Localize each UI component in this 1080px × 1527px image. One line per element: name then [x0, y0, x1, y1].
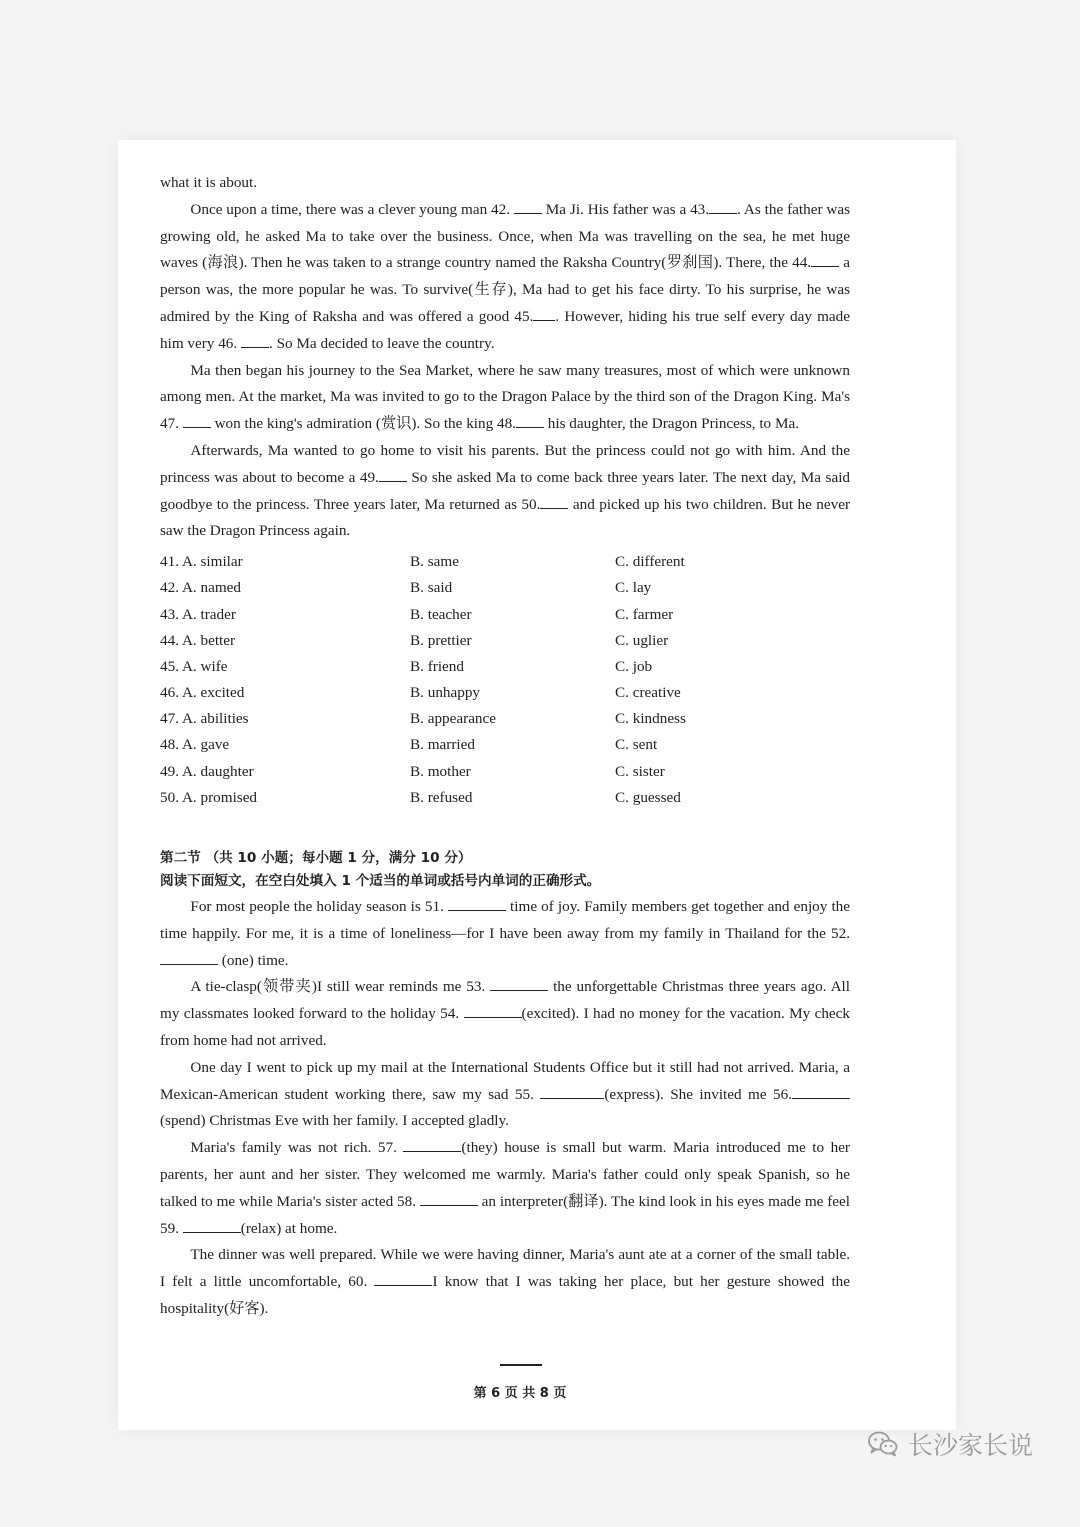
page-number-rule — [500, 1364, 542, 1366]
text-span: The dinner was well prepared. While we were having dinner, Maria's aunt ate at a corner of the small table. I felt a little uncomfortable, 60. — [160, 1246, 850, 1291]
option-a: 50. A. promised — [160, 788, 258, 806]
text-span: . However, hiding his true self every day made him very 46. — [160, 307, 850, 352]
section2-paragraph-5 — [160, 1242, 850, 1322]
text-span: Once upon a time, there was a clever young man 42. — [190, 200, 514, 218]
text-span: For most people the holiday season is 51. — [190, 898, 448, 916]
section-heading: 第二节 （共 10 小题；每小题 1 分，满分 10 分） — [160, 850, 472, 867]
option-b: B. appearance — [410, 710, 497, 728]
option-c: C. lay — [615, 579, 652, 597]
blank-42 — [514, 199, 542, 214]
section2-paragraph-4 — [160, 1135, 850, 1242]
option-c: C. farmer — [615, 605, 674, 623]
option-b: B. friend — [410, 657, 464, 675]
blank-46 — [241, 333, 269, 348]
section2-paragraph-3 — [160, 1055, 850, 1135]
option-a: 47. A. abilities — [160, 710, 249, 728]
blank-54 — [464, 1003, 522, 1018]
section2-paragraph-2 — [160, 974, 850, 1054]
text-span: an interpreter(翻译). The kind look in his eyes made me feel 59. — [160, 1192, 850, 1237]
option-row-47 — [160, 706, 850, 732]
option-a: 45. A. wife — [160, 657, 228, 675]
blank-49 — [379, 467, 407, 482]
text-span: Maria's family was not rich. 57. — [190, 1139, 404, 1157]
watermark-text: 长沙家长说 — [908, 1431, 1034, 1460]
section-instruction: 阅读下面短文，在空白处填入 1 个适当的单词或括号内单词的正确形式。 — [160, 873, 601, 890]
blank-59 — [183, 1218, 241, 1233]
blank-53 — [490, 976, 548, 991]
blank-58 — [420, 1191, 478, 1206]
blank-43 — [709, 199, 737, 214]
text-span: (they) house is small but warm. Maria introduced me to her parents, her aunt and her sister. They welcomed me warmly. Maria's father could only speak Spanish, so he talked to me while Maria's sister acted 58. — [160, 1139, 850, 1210]
option-a: 46. A. excited — [160, 684, 245, 702]
text-span: So she asked Ma to come back three years later. The next day, Ma said goodbye to the princess. Three years later, Ma returned as 50. — [160, 468, 851, 513]
passage-paragraph-1 — [160, 197, 850, 358]
answer-options — [160, 549, 850, 811]
blank-60 — [374, 1271, 432, 1286]
page-content — [160, 170, 850, 1323]
text-span: Ma Ji. His father was a 43. — [541, 200, 710, 218]
option-b: B. married — [410, 736, 475, 754]
text-span: A tie-clasp(领带夹)I still wear reminds me 53. — [190, 978, 491, 996]
option-b: B. unhappy — [410, 684, 481, 702]
option-c: C. kindness — [615, 710, 686, 728]
text-span: won the king's admiration (赏识). So the king 48. — [210, 415, 516, 433]
option-row-43 — [160, 602, 850, 628]
text-span: I know that I was taking her place, but her gesture showed the hospitality(好客). — [160, 1273, 851, 1317]
wechat-icon — [868, 1431, 898, 1457]
option-c: C. different — [615, 553, 685, 571]
lead-line: what it is about. — [160, 174, 258, 191]
option-a: 42. A. named — [160, 579, 241, 597]
text-span: (excited). I had no money for the vacation. My check from home had not arrived. — [160, 1005, 850, 1050]
option-c: C. sent — [615, 736, 658, 754]
option-a: 48. A. gave — [160, 736, 230, 754]
option-row-50 — [160, 785, 850, 811]
text-span: (one) time. — [218, 951, 289, 969]
text-span: a person was, the more popular he was. To survive(生存), Ma had to get his face dirty. To his surprise, he was admired by the King of Raksha and was offered a good 45. — [160, 254, 850, 325]
option-row-49 — [160, 759, 850, 785]
option-row-46 — [160, 680, 850, 706]
option-a: 43. A. trader — [160, 605, 236, 623]
page-number: 第 6 页 共 8 页 — [473, 1386, 567, 1401]
text-span: and picked up his two children. But he never saw the Dragon Princess again. — [160, 495, 851, 540]
text-span: (express). She invited me 56. — [604, 1085, 792, 1103]
blank-51 — [448, 896, 506, 911]
option-a: 41. A. similar — [160, 553, 243, 571]
option-a: 44. A. better — [160, 631, 236, 649]
text-span: One day I went to pick up my mail at the International Students Office but it still had not arrived. Maria, a Mexican-American student working there, saw my sad 55. — [160, 1058, 850, 1103]
text-span: (spend) Christmas Eve with her family. I accepted gladly. — [160, 1112, 509, 1130]
text-span: time of joy. Family members get together and enjoy the time happily. For me, it is a time of loneliness—for I have been away from my family in Thailand for the 52. — [160, 898, 850, 942]
blank-48 — [516, 413, 544, 428]
option-b: B. teacher — [410, 605, 472, 623]
text-span: . So Ma decided to leave the country. — [269, 334, 495, 352]
option-row-45 — [160, 654, 850, 680]
option-row-41 — [160, 549, 850, 575]
option-b: B. prettier — [410, 631, 472, 649]
option-c: C. guessed — [615, 788, 681, 806]
option-a: 49. A. daughter — [160, 762, 254, 780]
blank-57 — [403, 1137, 461, 1152]
text-span: Ma then began his journey to the Sea Market, where he saw many treasures, most of which were unknown among men. At the market, Ma was invited to go to the Dragon Palace by the third son of the Dragon King. Ma's 47. — [160, 361, 850, 433]
blank-44 — [811, 252, 839, 267]
blank-45 — [533, 306, 555, 321]
option-b: B. said — [410, 579, 453, 597]
text-span: . As the father was growing old, he asked Ma to take over the business. Once, when Ma was travelling on the sea, he met huge waves (海浪). Then he was taken to a strange country named the Raksha Country(罗刹国). There, the 44. — [160, 200, 851, 272]
option-c: C. job — [615, 657, 653, 675]
blank-55 — [540, 1084, 604, 1099]
option-c: C. creative — [615, 684, 681, 702]
blank-47 — [183, 413, 211, 428]
passage-paragraph-2 — [160, 358, 850, 438]
text-span: Afterwards, Ma wanted to go home to visit his parents. But the princess could not go with him. And the princess was about to become a 49. — [160, 441, 850, 486]
option-c: C. sister — [615, 762, 665, 780]
blank-52 — [160, 950, 218, 965]
option-row-48 — [160, 732, 850, 758]
option-c: C. uglier — [615, 631, 669, 649]
option-b: B. refused — [410, 788, 473, 806]
option-b: B. mother — [410, 762, 471, 780]
blank-56 — [792, 1084, 850, 1099]
option-b: B. same — [410, 553, 459, 571]
watermark — [868, 1426, 1033, 1462]
text-span: his daughter, the Dragon Princess, to Ma. — [543, 415, 799, 433]
option-row-44 — [160, 628, 850, 654]
section-2 — [160, 847, 850, 1323]
text-span: the unforgettable Christmas three years ago. All my classmates looked forward to the holiday 54. — [160, 978, 850, 1023]
passage-paragraph-3 — [160, 438, 850, 545]
option-row-42 — [160, 575, 850, 601]
blank-50 — [540, 494, 568, 509]
text-span: (relax) at home. — [240, 1219, 338, 1237]
section2-paragraph-1 — [160, 894, 850, 974]
